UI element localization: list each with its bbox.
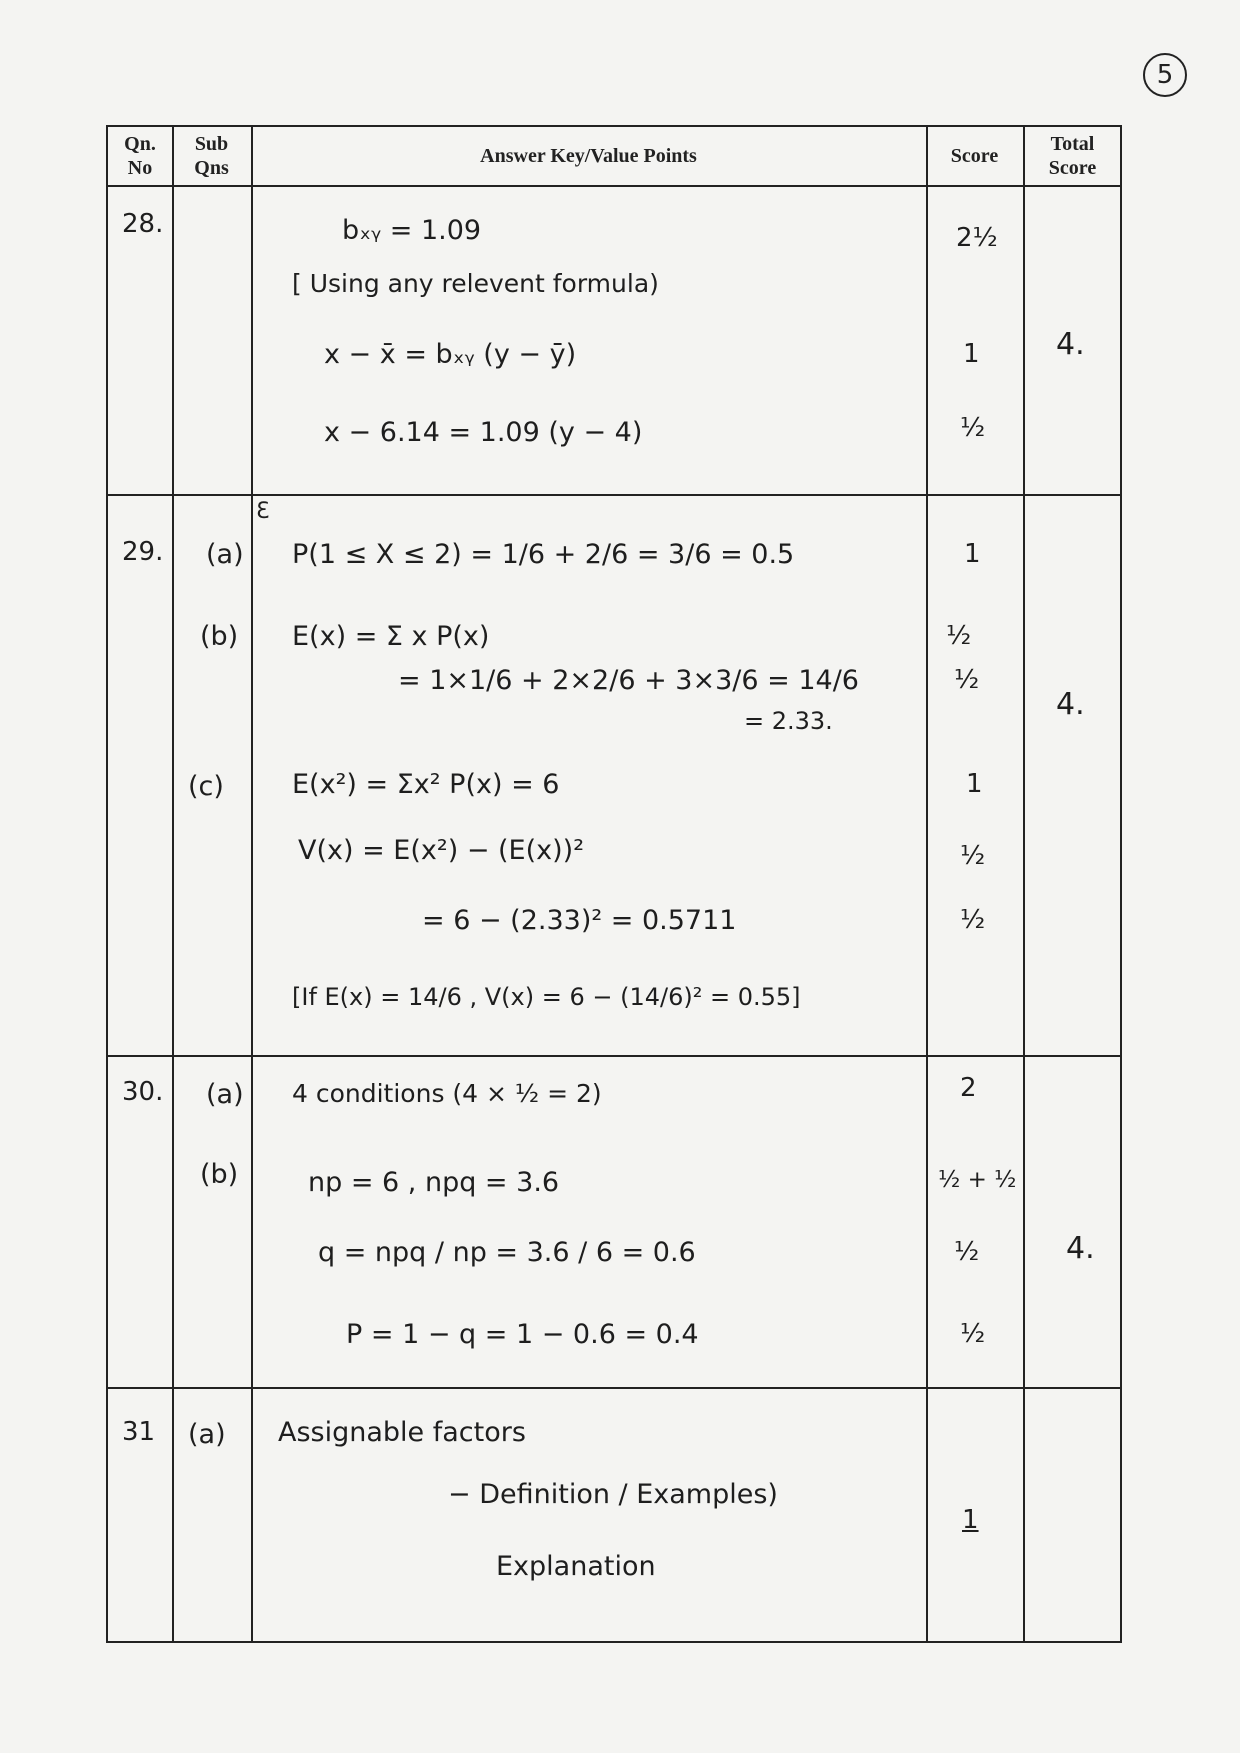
answer-key-table: [106, 125, 1122, 1643]
total-score: 4.: [1056, 327, 1085, 362]
answer-line: x − x̄ = bₓᵧ (y − ȳ): [324, 339, 577, 370]
question-number: 29.: [122, 537, 164, 567]
answer-line: E(x²) = Σx² P(x) = 6: [292, 769, 560, 800]
answer-line: E(x) = Σ x P(x): [292, 621, 490, 652]
total-score: 4.: [1056, 687, 1085, 722]
score-value: 1: [963, 339, 980, 369]
header-sub-qns: Sub Qns: [194, 133, 229, 179]
margin-marker: Ɛ: [256, 499, 270, 524]
score-value: 1: [966, 769, 983, 799]
answer-line: 4 conditions (4 × ½ = 2): [292, 1079, 602, 1108]
row-divider: [108, 1055, 1120, 1057]
page-number: 5: [1143, 53, 1187, 97]
sub-question-label: (a): [206, 1079, 244, 1110]
answer-line: np = 6 , npq = 3.6: [308, 1167, 560, 1198]
score-value: 2: [960, 1073, 977, 1103]
answer-line: q = npq / np = 3.6 / 6 = 0.6: [318, 1237, 696, 1268]
answer-line: = 2.33.: [744, 707, 833, 735]
row-divider: [108, 185, 1120, 187]
sub-question-label: (a): [206, 539, 244, 570]
score-value: 2½: [956, 223, 998, 253]
header-total-score: Total Score: [1048, 133, 1097, 179]
score-value: ½: [960, 841, 986, 871]
row-divider: [108, 1387, 1120, 1389]
answer-line: = 1×1/6 + 2×2/6 + 3×3/6 = 14/6: [398, 665, 859, 696]
sub-question-label: (b): [200, 1159, 239, 1190]
score-value: 1: [964, 539, 981, 569]
column-divider: [172, 127, 174, 1641]
score-value: 1: [962, 1505, 979, 1535]
answer-line: = 6 − (2.33)² = 0.5711: [422, 905, 737, 936]
score-value: ½: [960, 1319, 986, 1349]
header-qn-no: Qn. No: [124, 133, 156, 179]
score-value: ½: [954, 1237, 980, 1267]
answer-line: P(1 ≤ X ≤ 2) = 1/6 + 2/6 = 3/6 = 0.5: [292, 539, 795, 570]
answer-line: − Definition / Examples): [448, 1479, 778, 1510]
answer-line: bₓᵧ = 1.09: [342, 215, 482, 246]
score-value: ½ + ½: [938, 1167, 1017, 1193]
sub-question-label: (a): [188, 1419, 226, 1450]
answer-line: V(x) = E(x²) − (E(x))²: [298, 835, 585, 866]
header-score: Score: [950, 145, 999, 167]
score-value: ½: [960, 413, 986, 443]
answer-line: P = 1 − q = 1 − 0.6 = 0.4: [346, 1319, 699, 1350]
answer-line: x − 6.14 = 1.09 (y − 4): [324, 417, 643, 448]
column-divider: [251, 127, 253, 1641]
column-divider: [1023, 127, 1025, 1641]
row-divider: [108, 494, 1120, 496]
sub-question-label: (c): [188, 771, 224, 802]
score-value: ½: [946, 621, 972, 651]
score-value: ½: [960, 905, 986, 935]
question-number: 30.: [122, 1077, 164, 1107]
sub-question-label: (b): [200, 621, 239, 652]
answer-line: Assignable factors: [278, 1417, 526, 1448]
answer-line: [ Using any relevent formula): [292, 269, 659, 298]
answer-line: Explanation: [496, 1551, 656, 1582]
question-number: 28.: [122, 209, 164, 239]
question-number: 31: [122, 1417, 156, 1447]
score-value: ½: [954, 665, 980, 695]
header-answer-key: Answer Key/Value Points: [480, 145, 697, 167]
total-score: 4.: [1066, 1231, 1095, 1266]
answer-line: [If E(x) = 14/6 , V(x) = 6 − (14/6)² = 0.55]: [292, 983, 801, 1011]
column-divider: [926, 127, 928, 1641]
